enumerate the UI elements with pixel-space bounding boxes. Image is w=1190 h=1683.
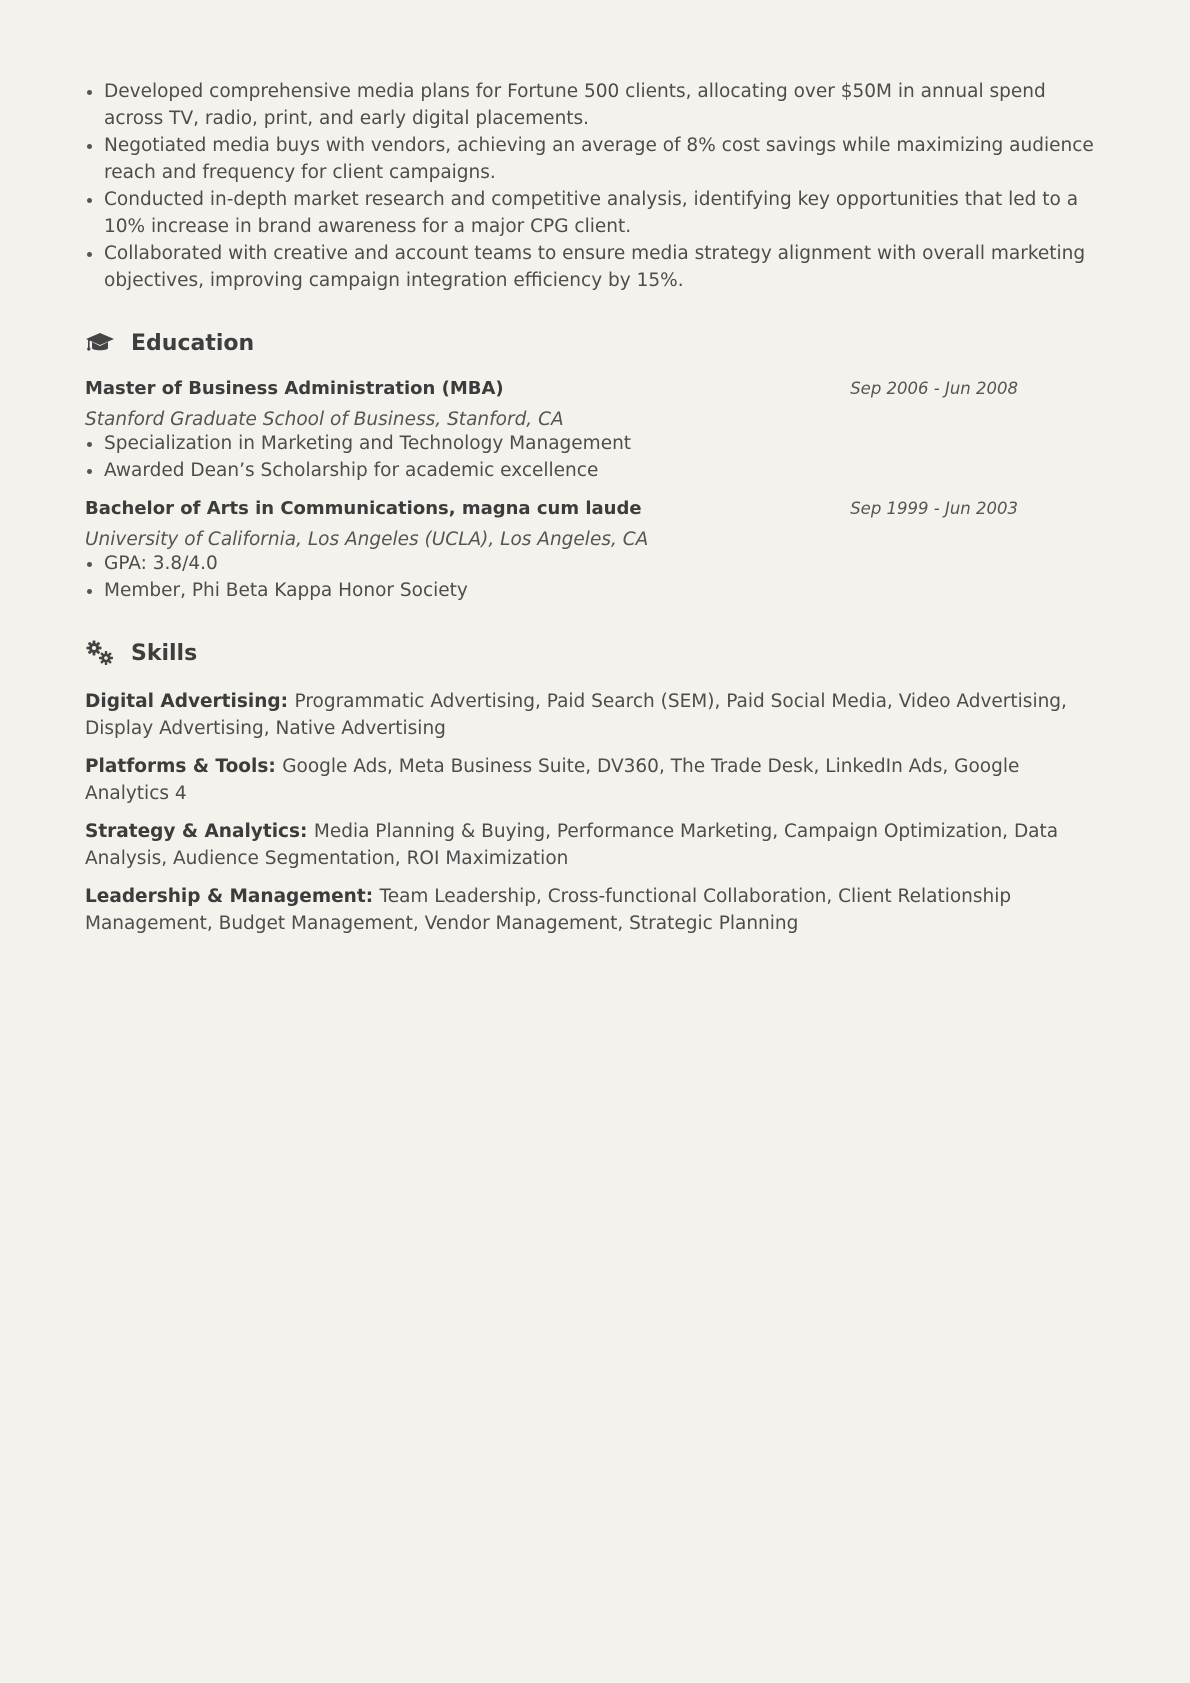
experience-bullet: Negotiated media buys with vendors, achieving an average of 8% cost savings while maximizing audience reach and frequency for client campaigns.: [85, 132, 1105, 186]
degree-title: Master of Business Administration (MBA): [85, 378, 504, 399]
experience-bullet: Collaborated with creative and account teams to ensure media strategy alignment with overall marketing objectives, improving campaign integration efficiency by 15%.: [85, 240, 1105, 294]
skill-label: Strategy & Analytics:: [85, 821, 314, 842]
skill-value: Programmatic Advertising, Paid Search (SEM), Paid Social Media, Video Advertising, Display Advertising, Native Advertising: [85, 691, 1067, 739]
skill-row: [85, 818, 1105, 872]
school-name: Stanford Graduate School of Business, Stanford, CA: [85, 409, 564, 430]
skill-value: Media Planning & Buying, Performance Marketing, Campaign Optimization, Data Analysis, Audience Segmentation, ROI Maximization: [85, 821, 1059, 869]
skill-label: Digital Advertising:: [85, 691, 295, 712]
education-bullet: GPA: 3.8/4.0: [85, 550, 1105, 577]
graduation-cap-icon: [85, 330, 115, 356]
resume-page: [85, 78, 1105, 948]
skill-label: Leadership & Management:: [85, 886, 380, 907]
skills-list: [85, 688, 1105, 937]
education-entry: [85, 378, 1105, 484]
gears-icon: [85, 640, 115, 666]
experience-bullet: Conducted in-depth market research and competitive analysis, identifying key opportunities that led to a 10% increase in brand awareness for a major CPG client.: [85, 186, 1105, 240]
skills-section-heading: [85, 638, 1105, 668]
school-name: University of California, Los Angeles (UCLA), Los Angeles, CA: [85, 529, 649, 550]
education-dates: Sep 1999 - Jun 2003: [850, 499, 1018, 518]
education-bullet: Specialization in Marketing and Technology Management: [85, 430, 1105, 457]
experience-bullet-list: [85, 78, 1105, 294]
education-dates: Sep 2006 - Jun 2008: [850, 379, 1018, 398]
education-entry: [85, 498, 1105, 604]
education-section-heading: [85, 328, 1105, 358]
degree-title: Bachelor of Arts in Communications, magna cum laude: [85, 498, 642, 519]
skill-row: [85, 753, 1105, 807]
skill-row: [85, 883, 1105, 937]
education-bullet: Awarded Dean’s Scholarship for academic excellence: [85, 457, 1105, 484]
education-bullet-list: [85, 430, 1105, 484]
skills-heading: Skills: [131, 640, 198, 666]
skill-value: Google Ads, Meta Business Suite, DV360, The Trade Desk, LinkedIn Ads, Google Analytics 4: [85, 756, 1020, 804]
skill-value: Team Leadership, Cross-functional Collaboration, Client Relationship Management, Budget Management, Vendor Management, Strategic Planning: [85, 886, 1012, 934]
education-bullet-list: [85, 550, 1105, 604]
skill-row: [85, 688, 1105, 742]
skill-label: Platforms & Tools:: [85, 756, 283, 777]
experience-bullet: Developed comprehensive media plans for Fortune 500 clients, allocating over $50M in annual spend across TV, radio, print, and early digital placements.: [85, 78, 1105, 132]
education-heading: Education: [131, 330, 255, 356]
education-bullet: Member, Phi Beta Kappa Honor Society: [85, 577, 1105, 604]
